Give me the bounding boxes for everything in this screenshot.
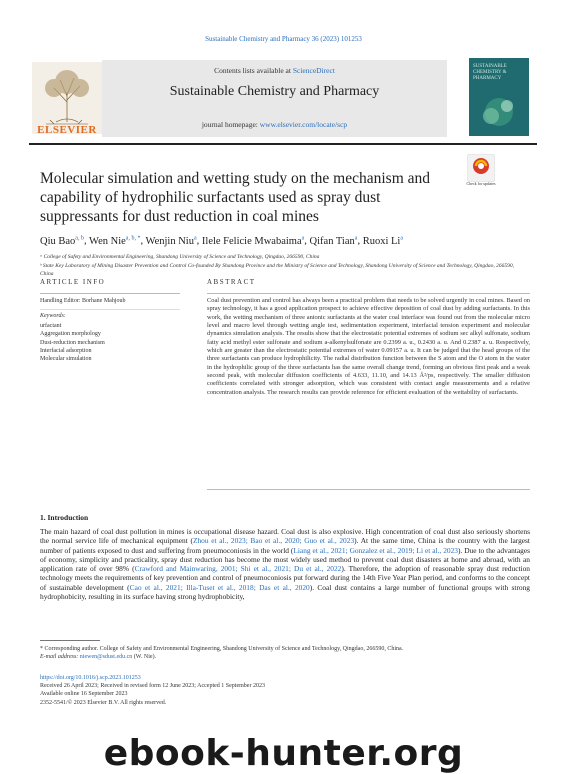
author[interactable]: Qifan Tian$^a$: [309, 235, 358, 247]
footnote: [40, 645, 530, 661]
citation-link[interactable]: Crawford and Mainwaring, 2001; Shi et al., 2021; Du et al., 2022: [134, 564, 342, 574]
author[interactable]: Wenjin Niu$^a$: [145, 235, 197, 247]
doi-link[interactable]: https://doi.org/10.1016/j.scp.2023.101253: [40, 675, 141, 681]
publication-info: [40, 674, 530, 707]
cover-graphic-icon: [477, 94, 521, 130]
email-suffix: (W. Nie).: [132, 654, 157, 660]
abstract-end-divider: [207, 489, 530, 490]
intro-text-segment: The main hazard of coal dust pollution in mines is occupational disease hazard. Coal dust is also explosive. High concentration of coal dust also seriously shortens the normal service life of mechanical equipment (: [40, 527, 530, 546]
keyword: Interfacial adsorption: [40, 347, 92, 354]
author[interactable]: Wen Nie$^{a, b, *}$: [89, 235, 141, 247]
article-info-heading: ARTICLE INFO: [40, 278, 106, 286]
abstract-divider: [207, 293, 530, 294]
introduction-heading: 1. Introduction: [40, 513, 89, 522]
copyright: 2352-5541/© 2023 Elsevier B.V. All rights reserved.: [40, 699, 167, 706]
intro-text-segment: ). Due to the advantages of economy, simplicity and practicality, spray dust reduction has become the most widely used method to prevent coal dust disasters at home and abroad, with an application rate of over 98% (: [40, 545, 530, 574]
sciencedirect-link[interactable]: ScienceDirect: [292, 66, 335, 75]
header-divider: [29, 143, 537, 145]
author[interactable]: Ruoxi Li$^a$: [362, 235, 403, 247]
abstract-heading: ABSTRACT: [207, 278, 256, 286]
homepage-prefix: journal homepage:: [201, 120, 260, 129]
cover-title: SUSTAINABLE CHEMISTRY & PHARMACY: [473, 64, 507, 81]
citation-link[interactable]: Cao et al., 2021; Illa-Tuset et al., 2018; Das et al., 2020: [129, 582, 310, 592]
introduction-text: [40, 527, 530, 601]
email-link[interactable]: niewen@sdust.edu.cn: [79, 654, 133, 660]
journal-reference[interactable]: Sustainable Chemistry and Pharmacy 36 (2023) 101253: [205, 35, 362, 43]
affiliation-a: ᵃ College of Safety and Environmental Engineering, Shandong University of Science and Technology, Qingdao, 266590, China: [40, 254, 320, 260]
intro-text-segment: ). Therefore, the adoption of reasonable spray dust reduction technology meets the requirements of key prevention and control of pneumoconiosis put forward during the 14th Five Year Plan period, and conforms to the concept of sustainable development (: [40, 564, 530, 592]
citation-link[interactable]: Liang et al., 2021; Gonzalez et al., 2019; Li et al., 2023: [293, 545, 458, 555]
citation-link[interactable]: Zhou et al., 2023; Bao et al., 2020; Guo et al., 2023: [192, 536, 355, 546]
keywords-label: Keywords:: [40, 313, 66, 319]
email-label: E-mail address:: [40, 654, 80, 660]
author[interactable]: Ilele Felicie Mwabaima$^a$: [201, 235, 305, 247]
intro-text-segment: ). At the same time, China is the country with the largest number of patients exposed to dust and suffering from pneumoconiosis in the world (: [40, 536, 530, 555]
article-title: Molecular simulation and wetting study on the mechanism and capability of hydrophilic surfactants used as spray dust suppressants for dust reduction in coal mines: [40, 170, 431, 225]
received-dates: Received 26 April 2023; Received in revised form 12 June 2023; Accepted 1 September 2023: [40, 683, 265, 690]
handling-editor: Handling Editor: Borhane Mahjoub: [40, 298, 126, 304]
email-line: [40, 653, 530, 661]
author[interactable]: Qiu Bao$^{a, b}$: [40, 235, 84, 247]
check-for-updates-icon[interactable]: [467, 154, 495, 182]
keyword: urfactant: [40, 323, 62, 329]
available-online: Available online 16 September 2023: [40, 691, 128, 698]
author-list: Qiu Bao$^{a, b}$, Wen Nie$^{a, b, *}$, Wenjin Niu$^a$, Ilele Felicie Mwabaima$^a$, Qifan Tian$^a$, Ruoxi Li$^a$: [40, 235, 403, 247]
contents-prefix: Contents lists available at: [214, 66, 293, 75]
check-for-updates-label[interactable]: Check for updates: [466, 181, 496, 186]
keywords-divider: [40, 309, 180, 310]
watermark: ebook-hunter.org: [103, 733, 464, 774]
journal-cover: [469, 58, 529, 136]
keywords-list: [40, 322, 105, 363]
article-info-divider: [40, 293, 180, 294]
publisher-name: ELSEVIER: [37, 124, 97, 136]
affiliation-b: ᵇ State Key Laboratory of Mining Disaster Prevention and Control Co-founded By Shandong Province and the Ministry of Science and Technology, Shandong University of Science and Technology, Qingdao, 266590, China: [40, 263, 515, 277]
journal-homepage: [102, 120, 447, 129]
journal-title: Sustainable Chemistry and Pharmacy: [169, 84, 380, 99]
footnote-divider: [40, 640, 100, 641]
contents-line: [102, 66, 447, 75]
homepage-link[interactable]: www.elsevier.com/locate/scp: [259, 120, 348, 129]
corresponding-author-note: * Corresponding author. College of Safety and Environmental Engineering, Shandong University of Science and Technology, Qingdao, 266590, China.: [40, 646, 404, 652]
keyword: Dust-reduction mechanism: [40, 339, 105, 346]
keyword: Aggregation morphology: [40, 331, 101, 338]
keyword: Molecular simulation: [40, 356, 92, 363]
intro-text-segment: ). Coal dust contains a large number of functional groups with strong hydrophobicity, resulting in its surface having strong hydrophobicity,: [40, 582, 530, 602]
abstract-text: Coal dust prevention and control has always been a practical problem that needs to be solved urgently in coal mines. Based on spray technology, it has a good application prospect to achieve effective deposition of coal dust by adding surfactants. In this work, the wetting mechanism of three anionic surfactants at the water coal interface was found out from the molecular micro level and macro level through wetting angle test, sedimentation experiment, interfacial tension experiment and molecular dynamics simulation analysis. The results show that the electrostatic potential extremes of sodium sec alkyl sulfonate, sodium fatty acid methyl ester sulfonate and sodium a-alkenylsulfonate are 0.2399 a. u., 0.2430 a. u. And 0.2387 a. u. Respectively, which are greater than the electrostatic potential extremes of water 0.09157 a. u. It can be judged that the head groups of the three surfactants can produce hydrophilicity. The radial distribution function between the S atom and the O atom in the water in the hydrophilic group of the three surfactants has the same overall change trend, forming an obvious first peak and a weak second peak, with molecular diffusion coefficients of 4.633, 11.10, and 14.13 Å²/ps, respectively. The smaller diffusion coefficients correlated with stronger adsorption, which was consistent with contact angle measurements and a relative concentration analysis. The research results can provide reference for efficient evaluation of the wettability of surfactants.: [207, 297, 530, 396]
